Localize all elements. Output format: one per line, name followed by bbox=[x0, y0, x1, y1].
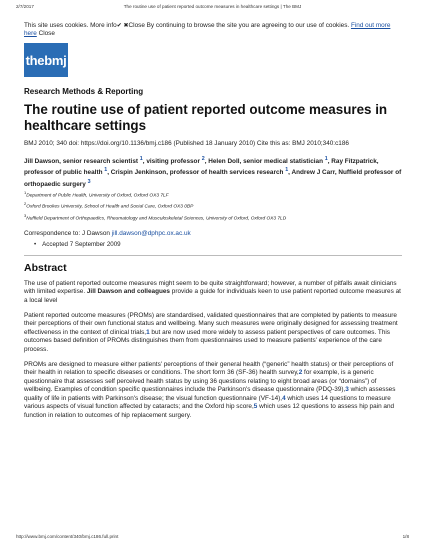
cookie-close-link[interactable]: Close bbox=[38, 30, 55, 38]
body-paragraph: Patient reported outcome measures (PROMs) are standardised, validated questionnaires that are completed by patients to measure their perceptions of their own functional status and wellbeing. Many such measures were originally designed for assessing treatment effectiveness in the context of clinical trials,1 but are now used more widely to assess patient perspectives of care outcomes. This outcomes based definition of PROMs distinguishes them from questionnaires used to measure patients' experience of the care process. bbox=[24, 311, 398, 353]
reference-link[interactable]: 3 bbox=[345, 386, 349, 394]
reference-link[interactable]: 4 bbox=[282, 394, 286, 402]
affiliation-ref[interactable]: 1 bbox=[104, 167, 108, 174]
print-date: 2/7/2017 bbox=[16, 4, 34, 9]
affiliation-ref[interactable]: 2 bbox=[201, 155, 205, 162]
reference-link[interactable]: 1 bbox=[146, 328, 150, 336]
page-number: 1/8 bbox=[402, 534, 409, 539]
affiliation-ref[interactable]: 1 bbox=[139, 155, 143, 162]
print-title: The routine use of patient reported outcome measures in healthcare settings | The BMJ bbox=[123, 4, 302, 9]
affiliation-item: $^3$Nuffield Department of Orthopaedics, Rheumatology and Musculoskeletal Sciences, University of Oxford, Oxford OX3 7LD bbox=[24, 212, 287, 222]
article bbox=[24, 22, 402, 421]
author: Crispin Jenkinson, professor of health services research bbox=[110, 169, 284, 177]
logo-text-the: the bbox=[25, 52, 45, 68]
cookie-close-button[interactable]: Close bbox=[128, 22, 145, 29]
author-list: Jill Dawson, senior research scientist $^1$, visiting professor $^2$, Helen Doll, senior medical statistician $^1$, Ray Fitzpatrick, professor of public health $^1$, Crispin Jenkinson, professor of health services research $^1$, Andrew J Carr, Nuffield professor of orthopaedic surgery $^3$ bbox=[24, 155, 402, 188]
reference-link[interactable]: 5 bbox=[253, 403, 258, 411]
bmj-logo[interactable] bbox=[24, 43, 68, 77]
print-header bbox=[16, 4, 409, 14]
accepted-date: • Accepted 7 September 2009 bbox=[34, 241, 402, 248]
divider bbox=[24, 255, 402, 256]
author: visiting professor bbox=[146, 157, 200, 165]
find-out-more-link[interactable]: Find out more here bbox=[24, 22, 391, 38]
print-url: http://www.bmj.com/content/340/bmj.c186.full.print bbox=[16, 534, 119, 539]
author: Ray Fitzpatrick, professor of public health bbox=[24, 157, 379, 177]
article-title: The routine use of patient reported outcome measures in healthcare settings bbox=[24, 102, 388, 134]
affiliations bbox=[24, 189, 402, 223]
cookie-text: This site uses cookies. More info bbox=[24, 22, 117, 29]
affiliation-ref[interactable]: 1 bbox=[285, 167, 289, 174]
close-icon[interactable]: ✖ bbox=[123, 23, 129, 29]
section-label: Research Methods & Reporting bbox=[24, 87, 144, 97]
correspondence: Correspondence to: J Dawson jill.dawson@dphpc.ox.ac.uk bbox=[24, 229, 191, 237]
abstract-paragraph: The use of patient reported outcome measures might seem to be quite straightforward; however, a number of pitfalls await clinicians with limited expertise. Jill Dawson and colleagues provide a guide for individuals keen to use patient reported outcome measures at a local level bbox=[24, 279, 401, 304]
email-link[interactable]: jill.dawson@dphpc.ox.ac.uk bbox=[111, 229, 191, 237]
logo-text-bmj: bmj bbox=[44, 52, 67, 68]
cookie-banner bbox=[24, 22, 402, 38]
author: Andrew J Carr, Nuffield professor of orthopaedic surgery bbox=[24, 169, 402, 188]
print-footer bbox=[16, 534, 409, 544]
body-paragraph: PROMs are designed to measure either patients' perceptions of their general health (“generic” health status) or their perceptions of their health in relation to specific diseases or conditions. The short form 36 (SF-36) health survey,2 for example, is a generic questionnaire that assesses self perceived health status by using 36 questions relating to eight broad areas (or “domains”) of wellbeing. Examples of condition specific questionnaires include the Parkinson's disease questionnaire (PDQ-39),3 which assesses quality of life in patients with Parkinson's disease; the visual function questionnaire (VF-14),4 which uses 14 questions to measure various aspects of visual function affected by cataracts; and the Oxford hip score,5 which uses 12 questions to assess hip pain and function in relation to outcomes of hip replacement surgery. bbox=[24, 360, 396, 420]
cookie-consent-text: By continuing to browse the site you are agreeing to our use of cookies. bbox=[146, 22, 350, 29]
reference-link[interactable]: 2 bbox=[298, 369, 303, 377]
citation: BMJ 2010; 340 doi: https://doi.org/10.1136/bmj.c186 (Published 18 January 2010) Cite this as: BMJ 2010;340:c186 bbox=[24, 140, 349, 148]
affiliation-ref[interactable]: 3 bbox=[87, 178, 91, 185]
chevron-down-icon[interactable]: ✔ bbox=[116, 23, 122, 29]
author: Helen Doll, senior medical statistician bbox=[208, 157, 323, 165]
author: Jill Dawson, senior research scientist bbox=[24, 157, 139, 165]
affiliation-ref[interactable]: 1 bbox=[324, 155, 328, 162]
affiliation-item: $^2$Oxford Brookes University, School of Health and Social Care, Oxford OX3 0BP bbox=[24, 201, 194, 210]
affiliation-item: $^1$Department of Public Health, University of Oxford, Oxford OX3 7LF bbox=[24, 190, 169, 199]
abstract-heading: Abstract bbox=[24, 261, 67, 274]
